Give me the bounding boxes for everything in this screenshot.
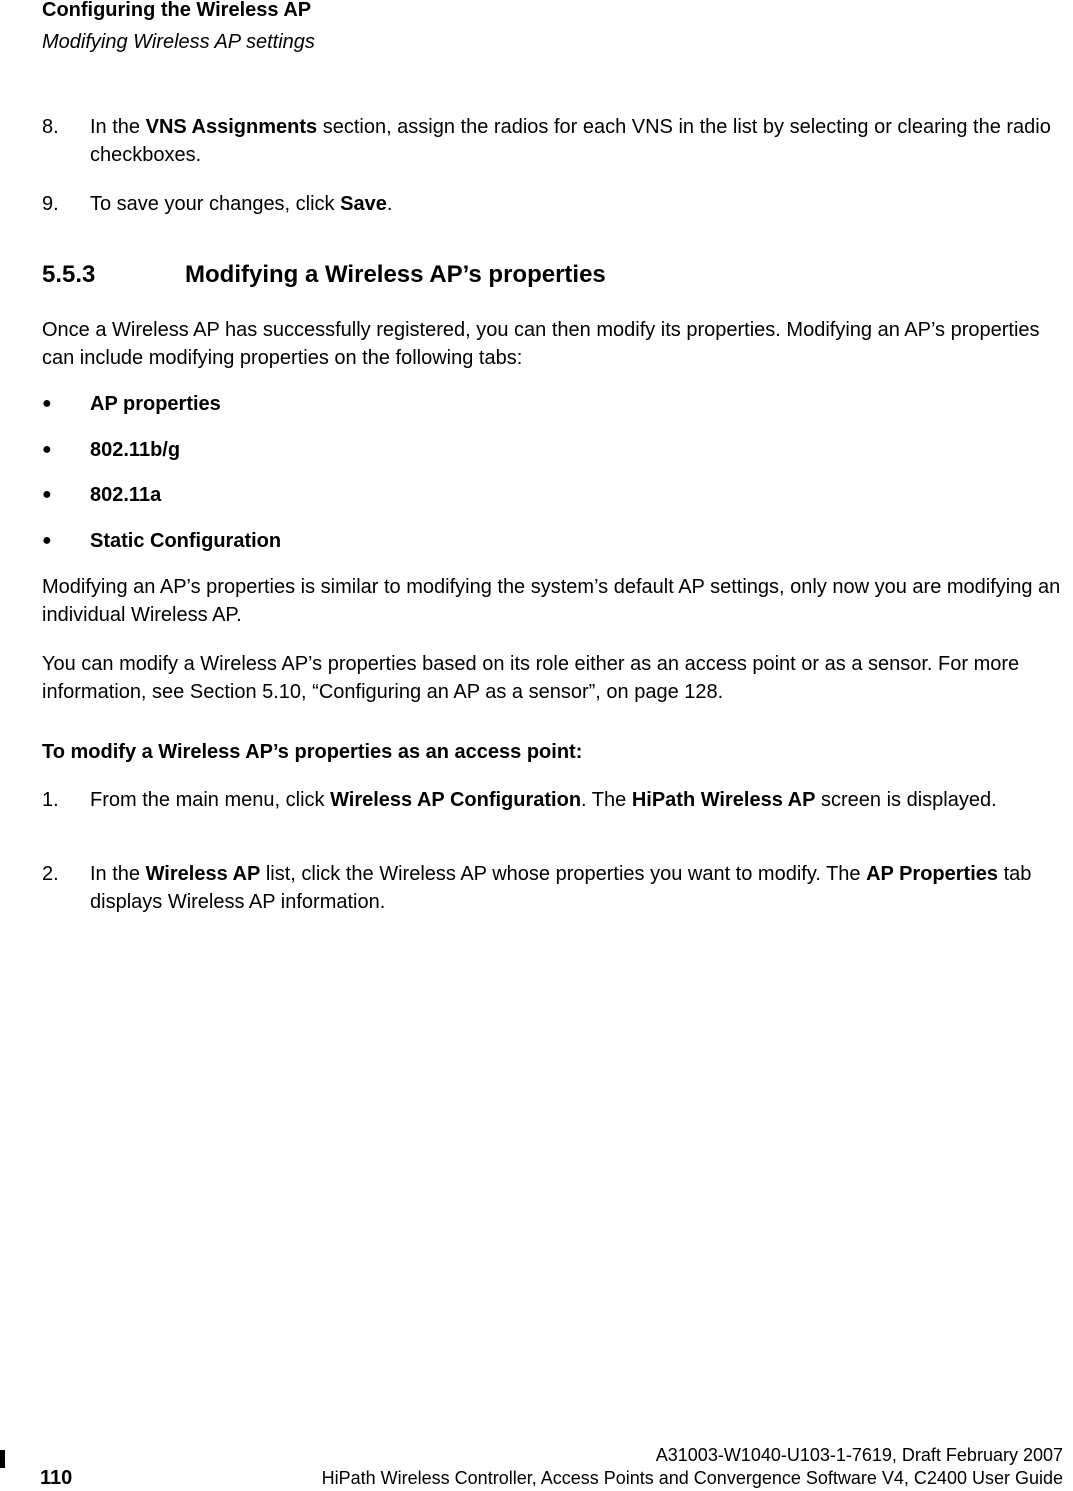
- section-number: 5.5.3: [42, 261, 96, 288]
- step-text: In the VNS Assignments section, assign the radios for each VNS in the list by selecting or clearing the radio checkboxes.: [90, 116, 1051, 166]
- page-number: 110: [40, 1467, 73, 1489]
- step-number: 9.: [42, 193, 59, 215]
- section-subtitle: Modifying Wireless AP settings: [42, 31, 315, 53]
- step-number: 1.: [42, 789, 59, 811]
- step-text: From the main menu, click Wireless AP Configuration. The HiPath Wireless AP screen is displayed.: [90, 789, 997, 811]
- guide-title: HiPath Wireless Controller, Access Points and Convergence Software V4, C2400 User Guide: [321, 1468, 1063, 1488]
- step-number: 8.: [42, 116, 59, 138]
- intro-paragraph: Once a Wireless AP has successfully registered, you can then modify its properties. Modifying an AP’s properties can include modifying properties on the following tabs:: [42, 319, 1040, 369]
- bullet-icon: ●: [42, 395, 52, 412]
- bullet-icon: ●: [42, 441, 52, 458]
- bullet-icon: ●: [42, 532, 52, 549]
- bullet-icon: ●: [42, 486, 52, 503]
- chapter-title: Configuring the Wireless AP: [42, 0, 312, 21]
- step-number: 2.: [42, 863, 59, 885]
- section-title: Modifying a Wireless AP’s properties: [185, 261, 606, 288]
- paragraph-role: You can modify a Wireless AP’s properties based on its role either as an access point or as a sensor. For more information, see Section 5.10, “Configuring an AP as a sensor”, on page 128.: [42, 653, 1020, 703]
- document-id: A31003-W1040-U103-1-7619, Draft February 2007: [655, 1445, 1063, 1465]
- procedure-title: To modify a Wireless AP’s properties as an access point:: [42, 741, 583, 763]
- paragraph-similarity: Modifying an AP’s properties is similar to modifying the system’s default AP settings, only now you are modifying an individual Wireless AP.: [42, 576, 1061, 626]
- step-text: In the Wireless AP list, click the Wireless AP whose properties you want to modify. The AP Properties tab displays Wireless AP information.: [90, 863, 1032, 913]
- step-text: To save your changes, click Save.: [90, 193, 393, 215]
- change-bar: [0, 1450, 5, 1468]
